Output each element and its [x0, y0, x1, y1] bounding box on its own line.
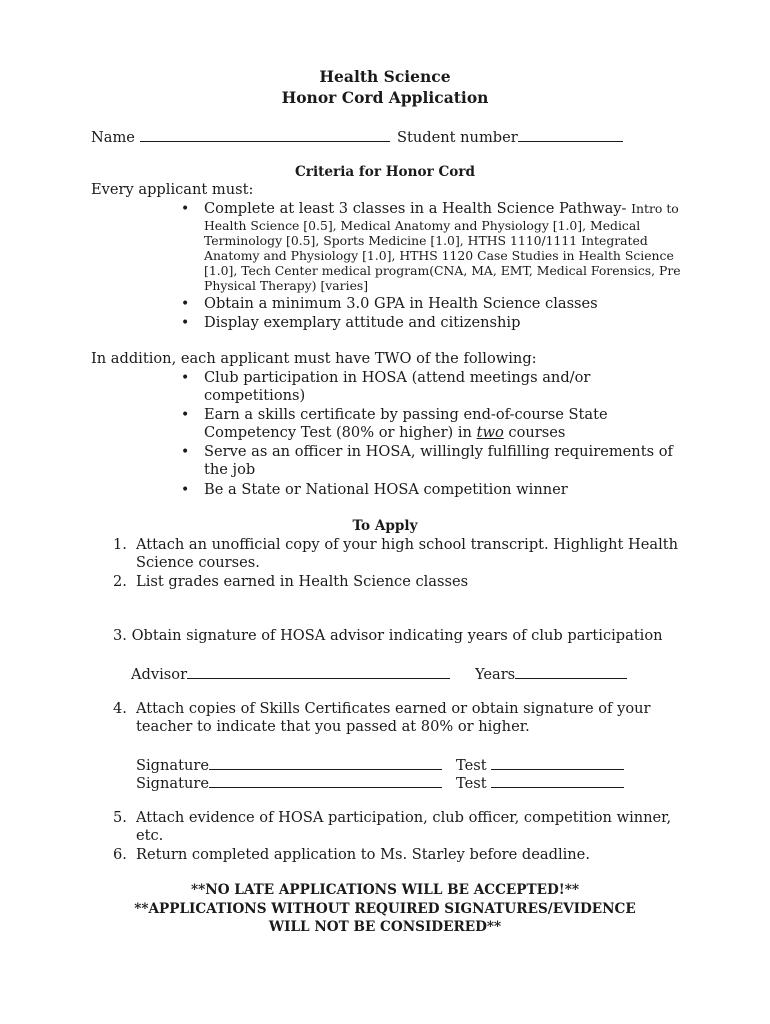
- years-label: Years: [475, 666, 516, 683]
- criteria-item-1-main: Complete at least 3 classes in a Health Science Pathway-: [204, 200, 627, 217]
- bullet-icon: •: [181, 296, 190, 312]
- step-1-number: 1.: [113, 536, 127, 553]
- criteria-heading: Criteria for Honor Cord: [294, 164, 476, 180]
- criteria-item-1-detail-line: [1.0], Tech Center medical program(CNA, MA, EMT, Medical Forensics, Pre: [204, 263, 681, 278]
- title-line-2: Honor Cord Application: [281, 88, 489, 107]
- years-blank: [515, 664, 627, 679]
- step-2-number: 2.: [113, 573, 127, 590]
- test-label: Test: [456, 775, 487, 792]
- signature-blank: [209, 773, 442, 788]
- step-2: List grades earned in Health Science classes: [136, 573, 469, 590]
- emphasis-two: two: [476, 424, 504, 441]
- criteria-item-1: [204, 200, 679, 218]
- additional-item-2-line-2: [204, 424, 565, 442]
- criteria-item-1-detail-a: Intro to: [631, 201, 679, 216]
- apply-heading: To Apply: [352, 518, 418, 534]
- step-6-number: 6.: [113, 846, 127, 863]
- student-number-blank: [518, 127, 623, 142]
- name-field[interactable]: [91, 127, 390, 147]
- test-field-1[interactable]: [456, 755, 624, 775]
- criteria-intro: Every applicant must:: [91, 181, 254, 198]
- additional-item-1-line-1: Club participation in HOSA (attend meetings and/or: [204, 369, 591, 386]
- criteria-item-2: Obtain a minimum 3.0 GPA in Health Science classes: [204, 295, 598, 312]
- bullet-icon: •: [181, 444, 190, 460]
- step-4-number: 4.: [113, 700, 127, 717]
- additional-item-3-line-2: the job: [204, 461, 256, 478]
- notice-line-1: **NO LATE APPLICATIONS WILL BE ACCEPTED!**: [191, 882, 579, 898]
- step-1-line-1: Attach an unofficial copy of your high school transcript. Highlight Health: [136, 536, 679, 553]
- name-blank: [140, 127, 390, 142]
- step-3: 3. Obtain signature of HOSA advisor indicating years of club participation: [113, 627, 663, 644]
- title-line-1: Health Science: [319, 67, 451, 86]
- step-5-line-1: Attach evidence of HOSA participation, club officer, competition winner,: [136, 809, 672, 826]
- notice-line-2: **APPLICATIONS WITHOUT REQUIRED SIGNATURES/EVIDENCE: [134, 901, 636, 917]
- bullet-icon: •: [181, 407, 190, 423]
- signature-label: Signature: [136, 775, 209, 792]
- additional-item-1-line-2: competitions): [204, 387, 306, 404]
- step-1-line-2: Science courses.: [136, 554, 260, 571]
- bullet-icon: •: [181, 482, 190, 498]
- additional-intro: In addition, each applicant must have TWO of the following:: [91, 350, 537, 367]
- signature-field-2[interactable]: [136, 773, 442, 793]
- step-5-line-2: etc.: [136, 827, 164, 844]
- signature-blank: [209, 755, 442, 770]
- bullet-icon: •: [181, 315, 190, 331]
- name-label: Name: [91, 129, 135, 146]
- advisor-blank: [187, 664, 450, 679]
- advisor-field[interactable]: [131, 664, 450, 684]
- student-number-field[interactable]: [397, 127, 623, 147]
- signature-field-1[interactable]: [136, 755, 442, 775]
- criteria-item-1-detail-line: Terminology [0.5], Sports Medicine [1.0], HTHS 1110/1111 Integrated: [204, 233, 648, 248]
- step-4-line-1: Attach copies of Skills Certificates earned or obtain signature of your: [136, 700, 651, 717]
- step-6: Return completed application to Ms. Starley before deadline.: [136, 846, 590, 863]
- criteria-item-1-detail-line: Health Science [0.5], Medical Anatomy and Physiology [1.0], Medical: [204, 218, 641, 233]
- criteria-item-1-detail-line: Anatomy and Physiology [1.0], HTHS 1120 Case Studies in Health Science: [204, 248, 674, 263]
- advisor-label: Advisor: [131, 666, 188, 683]
- bullet-icon: •: [181, 201, 190, 217]
- additional-item-3-line-1: Serve as an officer in HOSA, willingly fulfilling requirements of: [204, 443, 673, 460]
- test-field-2[interactable]: [456, 773, 624, 793]
- notice-line-3: WILL NOT BE CONSIDERED**: [268, 919, 502, 935]
- step-4-line-2: teacher to indicate that you passed at 80% or higher.: [136, 718, 530, 735]
- signature-label: Signature: [136, 757, 209, 774]
- criteria-item-1-detail-line: Physical Therapy) [varies]: [204, 278, 369, 293]
- step-5-number: 5.: [113, 809, 127, 826]
- years-field[interactable]: [475, 664, 627, 684]
- additional-item-2-text: Competency Test (80% or higher) in: [204, 424, 472, 441]
- additional-item-2-text-end: courses: [508, 424, 566, 441]
- criteria-item-3: Display exemplary attitude and citizenship: [204, 314, 521, 331]
- additional-item-4: Be a State or National HOSA competition winner: [204, 481, 568, 498]
- bullet-icon: •: [181, 370, 190, 386]
- test-blank: [491, 773, 624, 788]
- additional-item-2-line-1: Earn a skills certificate by passing end-of-course State: [204, 406, 608, 423]
- test-label: Test: [456, 757, 487, 774]
- test-blank: [491, 755, 624, 770]
- student-number-label: Student number: [397, 129, 518, 146]
